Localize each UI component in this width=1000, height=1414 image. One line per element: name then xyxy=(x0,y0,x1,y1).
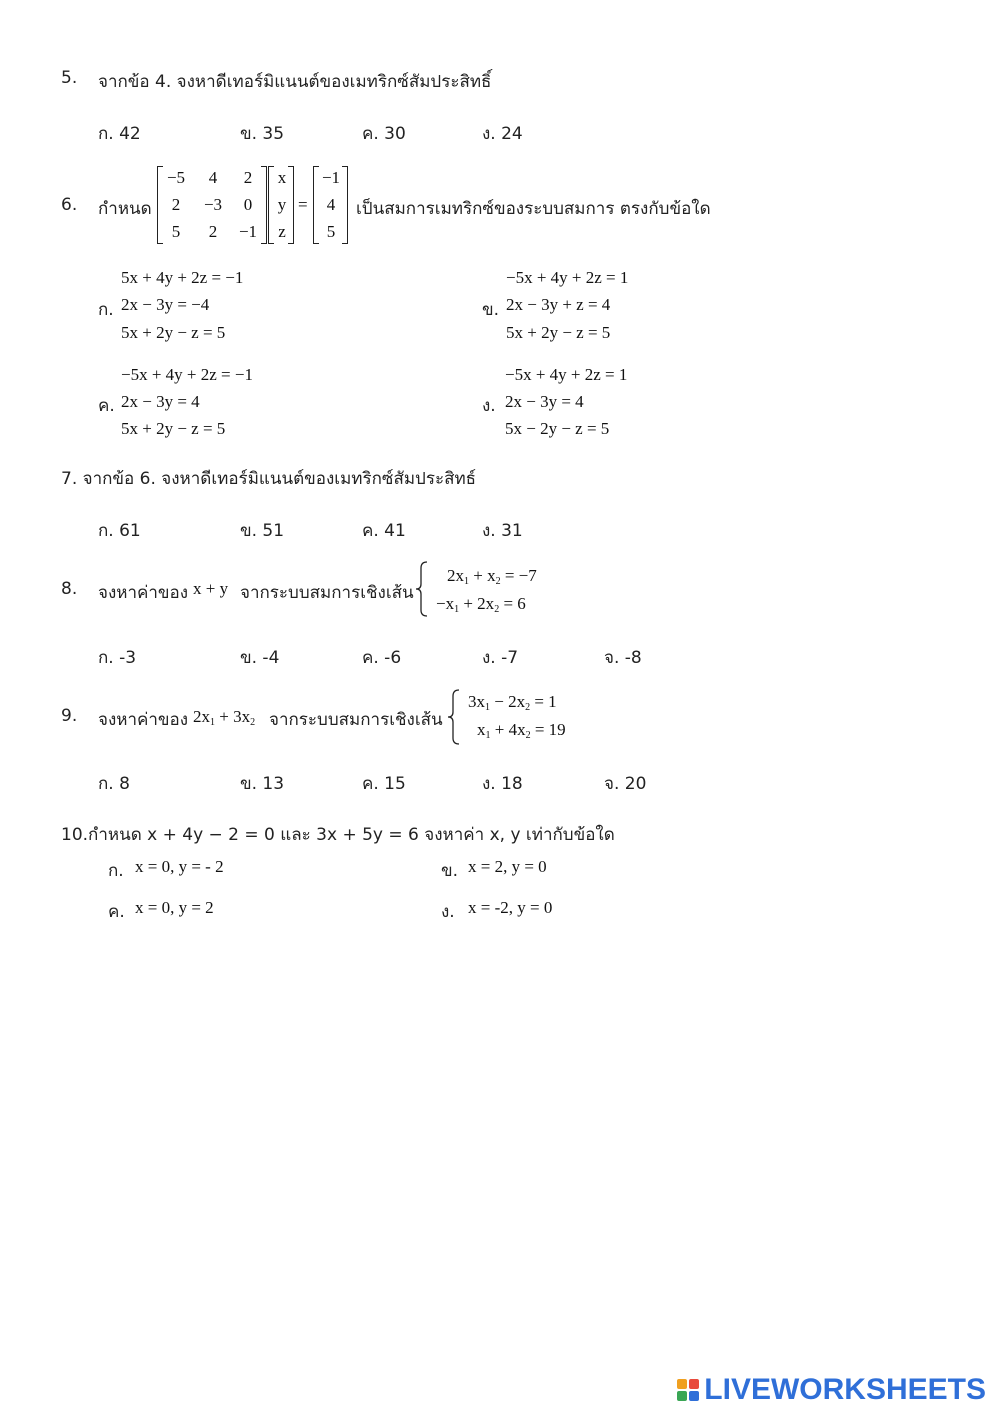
sub: 2 xyxy=(525,702,531,713)
liveworksheets-logo xyxy=(677,1374,986,1406)
q9-text-b: จากระบบสมการเชิงเส้น xyxy=(269,710,443,730)
vector-b-cell: 5 xyxy=(326,222,336,241)
q8-eq1-rhs: = −7 xyxy=(504,566,537,585)
sub: 1 xyxy=(454,604,460,615)
matrix-a-cell: −5 xyxy=(166,168,186,187)
matrix-a-cell: 4 xyxy=(208,168,218,187)
q9-eq2-b: + 4x xyxy=(494,720,526,739)
q7-choice-d[interactable]: ง. 31 xyxy=(482,521,523,541)
q8-choice-a[interactable]: ก. -3 xyxy=(98,648,137,668)
q6-option-c-line1: −5x + 4y + 2z = −1 xyxy=(121,365,253,384)
q10-text: 10.กำหนด x + 4y − 2 = 0 และ 3x + 5y = 6 จงหาค่า x, y เท่ากับข้อใด xyxy=(61,825,615,845)
matrix-a-cell: 2 xyxy=(171,195,181,214)
q9-eq1-rhs: = 1 xyxy=(534,692,557,711)
q8-eq2 xyxy=(436,594,526,615)
q9-choice-c[interactable]: ค. 15 xyxy=(362,774,406,794)
q10-option-a-label: ก. xyxy=(108,861,124,881)
q9-expr-b: + 3x xyxy=(219,707,251,726)
q6-number: 6. xyxy=(61,195,78,215)
q7-choice-b[interactable]: ข. 51 xyxy=(240,521,285,541)
q6-equals: = xyxy=(298,195,308,214)
q9-eq1 xyxy=(468,692,557,713)
q6-option-d-label: ง. xyxy=(482,396,496,416)
q6-option-b-line3: 5x + 2y − z = 5 xyxy=(506,323,611,342)
sub: 2 xyxy=(495,576,501,587)
q8-eq2-a: −x xyxy=(436,594,455,613)
q10-option-d-label: ง. xyxy=(441,902,455,922)
q5-choice-d[interactable]: ง. 24 xyxy=(482,124,523,144)
q6-option-a-line3: 5x + 2y − z = 5 xyxy=(121,323,226,342)
q6-option-d-line3: 5x − 2y − z = 5 xyxy=(505,419,610,438)
vector-x-cell: z xyxy=(278,222,286,241)
q7-choice-c[interactable]: ค. 41 xyxy=(362,521,406,541)
q6-option-b-line1: −5x + 4y + 2z = 1 xyxy=(506,268,629,287)
q10-option-c-label: ค. xyxy=(108,902,125,922)
logo-square xyxy=(677,1379,687,1389)
q9-eq2-rhs: = 19 xyxy=(534,720,566,739)
q6-option-a-label: ก. xyxy=(98,300,114,320)
q8-choice-d[interactable]: ง. -7 xyxy=(482,648,519,668)
q9-expr-a: 2x xyxy=(193,707,210,726)
sub: 2 xyxy=(525,730,531,741)
q8-expr: x + y xyxy=(193,579,229,598)
q8-choice-e[interactable]: จ. -8 xyxy=(604,648,642,668)
q9-eq2-a: x xyxy=(477,720,486,739)
q5-choice-a[interactable]: ก. 42 xyxy=(98,124,141,144)
q8-text-b: จากระบบสมการเชิงเส้น xyxy=(240,583,414,603)
q7-text: 7. จากข้อ 6. จงหาดีเทอร์มิแนนต์ของเมทริกซ์สัมประสิทธ์ xyxy=(61,469,477,489)
q9-eq1-b: − 2x xyxy=(494,692,526,711)
q9-choice-b[interactable]: ข. 13 xyxy=(240,774,285,794)
q10-option-a-value: x = 0, y = - 2 xyxy=(135,857,224,876)
q6-option-c-line3: 5x + 2y − z = 5 xyxy=(121,419,226,438)
logo-square xyxy=(677,1391,687,1401)
sub: 2 xyxy=(250,717,256,728)
matrix-a-cell: −1 xyxy=(238,222,258,241)
sub: 2 xyxy=(494,604,500,615)
q8-choice-b[interactable]: ข. -4 xyxy=(240,648,280,668)
q6-prefix: กำหนด xyxy=(98,199,152,219)
q10-option-b-label: ข. xyxy=(441,861,459,881)
matrix-a-cell: 5 xyxy=(171,222,181,241)
q6-option-a-line1: 5x + 4y + 2z = −1 xyxy=(121,268,244,287)
q9-choice-d[interactable]: ง. 18 xyxy=(482,774,523,794)
q6-option-d-line1: −5x + 4y + 2z = 1 xyxy=(505,365,628,384)
q9-text-a: จงหาค่าของ xyxy=(98,710,189,730)
q9-eq2 xyxy=(477,720,566,741)
q9-eq1-a: 3x xyxy=(468,692,485,711)
q8-eq1 xyxy=(447,566,537,587)
q6-option-c-label: ค. xyxy=(98,396,115,416)
q5-choice-c[interactable]: ค. 30 xyxy=(362,124,406,144)
logo-square xyxy=(689,1379,699,1389)
logo-square xyxy=(689,1391,699,1401)
q6-suffix: เป็นสมการเมทริกซ์ของระบบสมการ ตรงกับข้อใด xyxy=(356,199,711,219)
sub: 1 xyxy=(485,702,490,713)
q8-eq2-rhs: = 6 xyxy=(503,594,526,613)
matrix-a-cell: −3 xyxy=(203,195,223,214)
q5-text: จากข้อ 4. จงหาดีเทอร์มิแนนต์ของเมทริกซ์สัมประสิทธิ์ xyxy=(98,72,492,92)
matrix-a-cell: 2 xyxy=(243,168,253,187)
q10-option-c-value: x = 0, y = 2 xyxy=(135,898,214,917)
q10-option-b-value: x = 2, y = 0 xyxy=(468,857,547,876)
q8-text-a: จงหาค่าของ xyxy=(98,583,189,603)
q8-eq1-b: + x xyxy=(473,566,496,585)
q6-option-c-line2: 2x − 3y = 4 xyxy=(121,392,200,411)
matrix-a-cell: 0 xyxy=(243,195,253,214)
sub: 1 xyxy=(210,717,215,728)
q8-choice-c[interactable]: ค. -6 xyxy=(362,648,402,668)
sub: 1 xyxy=(464,576,469,587)
q6-option-a-line2: 2x − 3y = −4 xyxy=(121,295,210,314)
q8-eq2-b: + 2x xyxy=(463,594,495,613)
q5-number: 5. xyxy=(61,68,78,88)
vector-x-cell: y xyxy=(277,195,287,214)
q10-option-d-value: x = -2, y = 0 xyxy=(468,898,553,917)
vector-b-cell: 4 xyxy=(326,195,336,214)
logo-mark-icon xyxy=(677,1379,699,1401)
q6-option-b-label: ข. xyxy=(482,300,500,320)
vector-x-cell: x xyxy=(277,168,287,187)
matrix-a-cell: 2 xyxy=(208,222,218,241)
q8-number: 8. xyxy=(61,579,78,599)
sub: 1 xyxy=(485,730,491,741)
q8-eq1-a: 2x xyxy=(447,566,464,585)
q6-option-b-line2: 2x − 3y + z = 4 xyxy=(506,295,611,314)
q5-choice-b[interactable]: ข. 35 xyxy=(240,124,285,144)
q9-choice-e[interactable]: จ. 20 xyxy=(604,774,647,794)
logo-text: LIVEWORKSHEETS xyxy=(704,1373,986,1406)
vector-b-cell: −1 xyxy=(321,168,341,187)
q7-choice-a[interactable]: ก. 61 xyxy=(98,521,141,541)
q9-brace xyxy=(446,688,462,746)
q9-choice-a[interactable]: ก. 8 xyxy=(98,774,130,794)
q9-number: 9. xyxy=(61,706,78,726)
q8-brace xyxy=(414,560,430,618)
q6-option-d-line2: 2x − 3y = 4 xyxy=(505,392,584,411)
q9-expr xyxy=(193,707,255,728)
